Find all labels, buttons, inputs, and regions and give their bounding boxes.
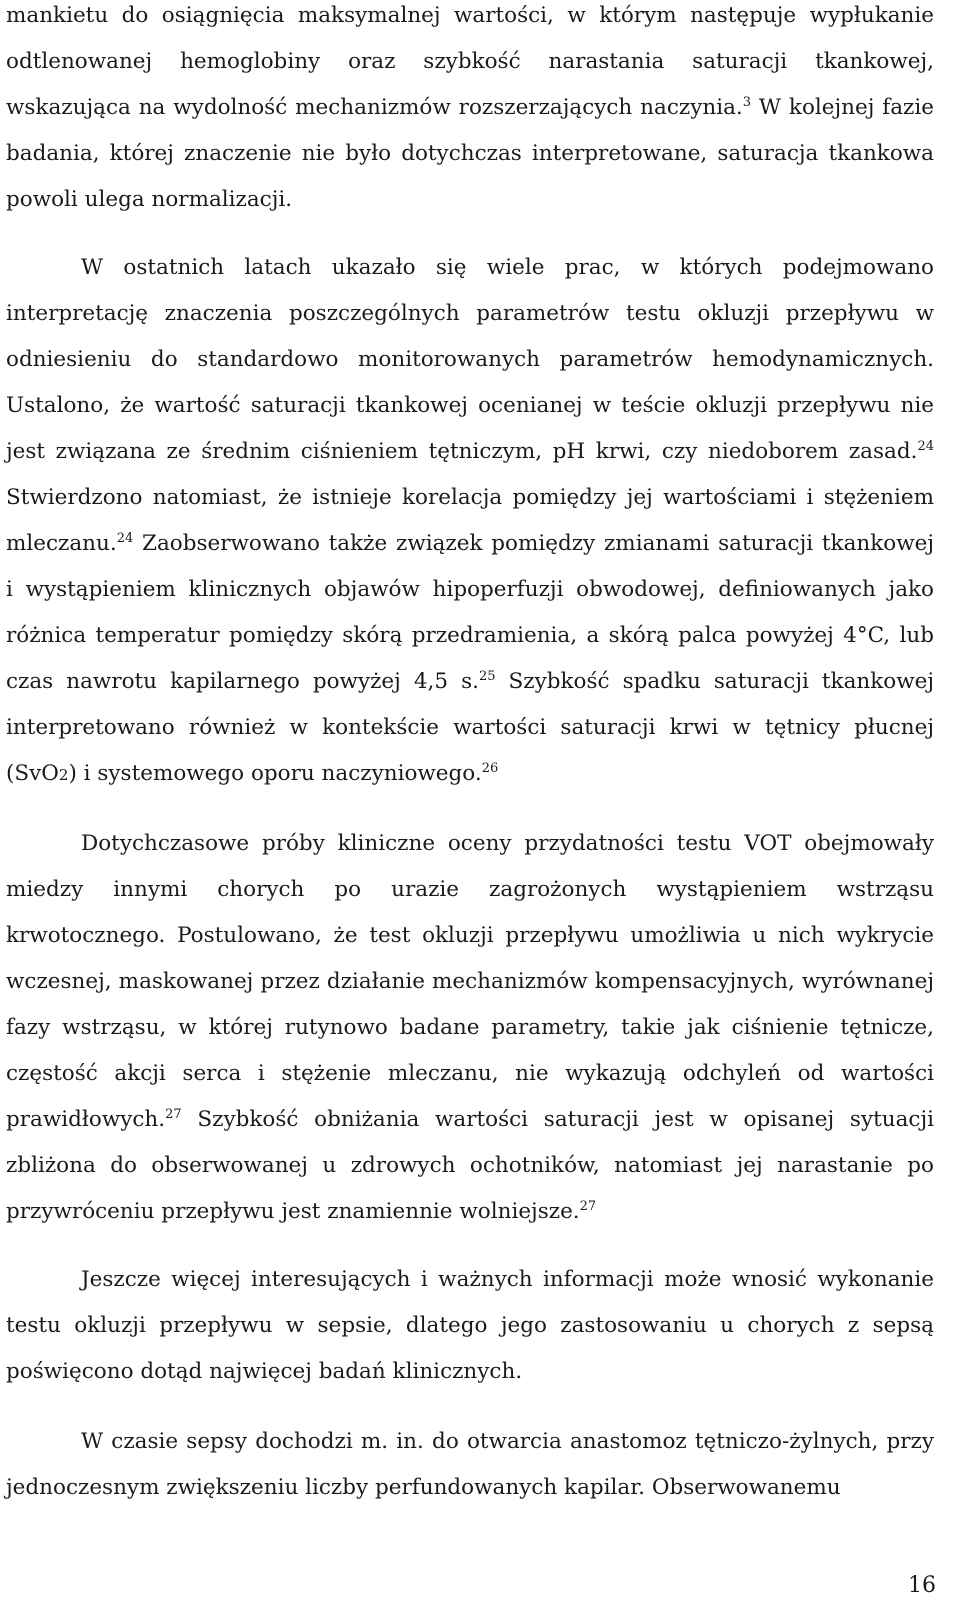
- text-run: mankietu do osiągnięcia maksymalnej wartości, w którym następuje wypłukanie odtlenowanej hemoglobiny oraz szybkość narastania saturacji tkankowej, wskazująca na wydolność mechanizmów rozszerzających naczynia.: [6, 3, 934, 120]
- paragraph-5: [6, 1419, 934, 1511]
- text-run: Jeszcze więcej interesujących i ważnych informacji może wnosić wykonanie testu okluzji przepływu w sepsie, dlatego jego zastosowaniu u chorych z sepsą poświęcono dotąd najwięcej badań klinicznych.: [6, 1267, 934, 1384]
- document-page: [6, 0, 934, 1511]
- text-run: Szybkość obniżania wartości saturacji jest w opisanej sytuacji zbliżona do obserwowanej u zdrowych ochotników, natomiast jej narastanie po przywróceniu przepływu jest znamiennie wolniejsze.: [6, 1107, 934, 1224]
- subscript-text: 2: [58, 766, 69, 784]
- text-run: W ostatnich latach ukazało się wiele prac, w których podejmowano interpretację znaczenia poszczególnych parametrów testu okluzji przepływu w odniesieniu do standardowo monitorowanych parametrów hemodynamicznych. Ustalono, że wartość saturacji tkankowej ocenianej w teście okluzji przepływu nie jest związana ze średnim ciśnieniem tętniczym, pH krwi, czy niedoborem zasad.: [6, 255, 934, 464]
- paragraph-1: [6, 0, 934, 223]
- footnote-reference: 26: [481, 760, 499, 776]
- footnote-reference: 24: [116, 530, 134, 546]
- footnote-reference: 24: [917, 438, 934, 454]
- footnote-reference: 27: [579, 1198, 597, 1214]
- paragraph-4: [6, 1257, 934, 1395]
- footnote-reference: 3: [742, 94, 752, 110]
- paragraph-3: [6, 821, 934, 1235]
- text-run: Zaobserwowano także związek pomiędzy zmianami saturacji tkankowej i wystąpieniem klinicznych objawów hipoperfuzji obwodowej, definiowanych jako różnica temperatur pomiędzy skórą przedramienia, a skórą palca powyżej 4°C, lub czas nawrotu kapilarnego powyżej 4,5 s.: [6, 531, 934, 694]
- text-run: W czasie sepsy dochodzi m. in. do otwarcia anastomoz tętniczo-żylnych, przy jednoczesnym zwiększeniu liczby perfundowanych kapilar. Obserwowanemu: [6, 1429, 934, 1500]
- page-number: 16: [908, 1573, 936, 1598]
- text-run: Stwierdzono natomiast, że istnieje korelacja pomiędzy jej wartościami i stężeniem mleczanu.: [6, 485, 934, 556]
- footnote-reference: 25: [478, 668, 496, 684]
- text-run: Szybkość spadku saturacji tkankowej interpretowano również w kontekście wartości saturacji krwi w tętnicy płucnej (SvO: [6, 669, 935, 786]
- text-run: ) i systemowego oporu naczyniowego.: [68, 761, 482, 786]
- footnote-reference: 27: [165, 1106, 182, 1122]
- text-run: W kolejnej fazie badania, której znaczenie nie było dotychczas interpretowane, saturacja tkankowa powoli ulega normalizacji.: [6, 95, 934, 212]
- text-run: Dotychczasowe próby kliniczne oceny przydatności testu VOT obejmowały miedzy innymi chorych po urazie zagrożonych wystąpieniem wstrząsu krwotocznego. Postulowano, że test okluzji przepływu umożliwia u nich wykrycie wczesnej, maskowanej przez działanie mechanizmów kompensacyjnych, wyrównanej fazy wstrząsu, w której rutynowo badane parametry, takie jak ciśnienie tętnicze, częstość akcji serca i stężenie mleczanu, nie wykazują odchyleń od wartości prawidłowych.: [6, 831, 934, 1132]
- paragraph-2: [6, 245, 934, 797]
